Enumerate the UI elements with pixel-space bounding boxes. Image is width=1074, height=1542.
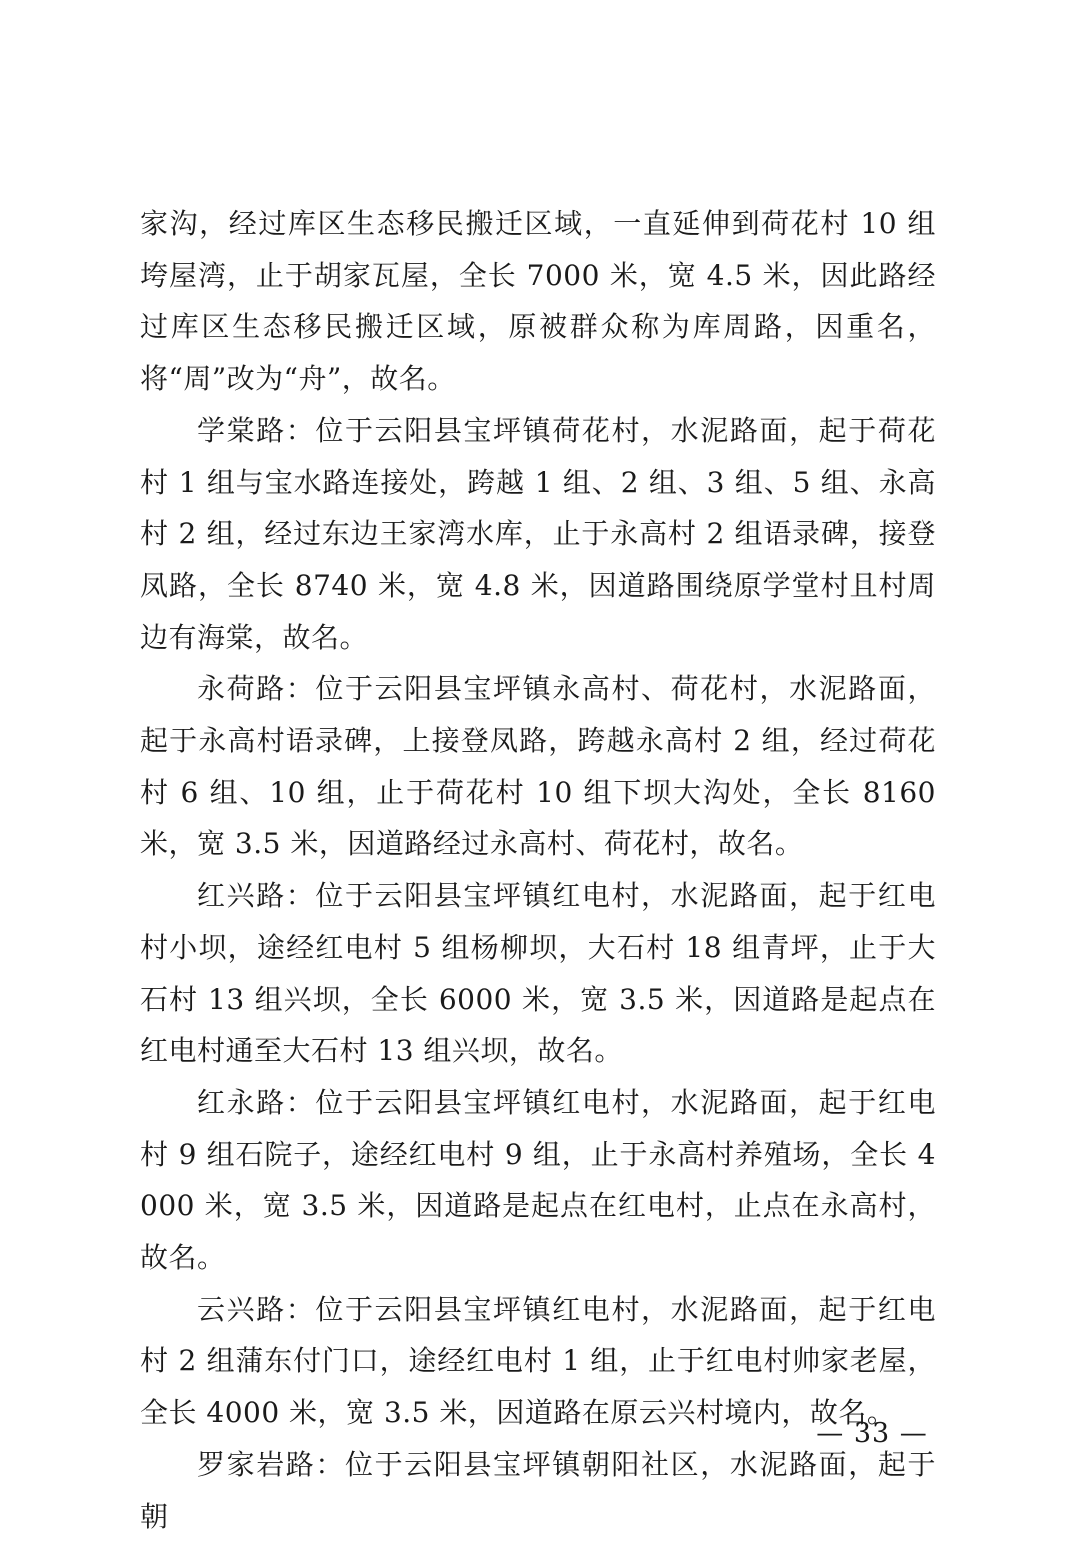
- paragraph-kuzhou-road-continued: 家沟，经过库区生态移民搬迁区域，一直延伸到荷花村 10 组垮屋湾，止于胡家瓦屋，全长 7000 米，宽 4.5 米，因此路经过库区生态移民搬迁区域，原被群众称为库周路，因重名，将“周”改为“舟”，故名。: [140, 207, 936, 396]
- paragraph-xuetang-road: 学棠路：位于云阳县宝坪镇荷花村，水泥路面，起于荷花村 1 组与宝水路连接处，跨越 1 组、2 组、3 组、5 组、永高村 2 组，经过东边王家湾水库，止于永高村 2 组语录碑，接登凤路，全长 8740 米，宽 4.8 米，因道路围绕原学堂村且村周边有海棠，故名。: [140, 413, 936, 654]
- document-body: [140, 198, 936, 1542]
- paragraph-hongxing-road: 红兴路：位于云阳县宝坪镇红电村，水泥路面，起于红电村小坝，途经红电村 5 组杨柳坝，大石村 18 组青坪，止于大石村 13 组兴坝，全长 6000 米，宽 3.5 米，因道路是起点在红电村通至大石村 13 组兴坝，故名。: [140, 879, 936, 1068]
- paragraph-hongyong-road: 红永路：位于云阳县宝坪镇红电村，水泥路面，起于红电村 9 组石院子，途经红电村 9 组，止于永高村养殖场，全长 4000 米，宽 3.5 米，因道路是起点在红电村，止点在永高村，故名。: [140, 1085, 936, 1275]
- paragraph-luojiayan-road: 罗家岩路：位于云阳县宝坪镇朝阳社区，水泥路面，起于朝: [140, 1447, 936, 1533]
- page-number: — 33 —: [816, 1418, 928, 1449]
- paragraph-yonghe-road: 永荷路：位于云阳县宝坪镇永高村、荷花村，水泥路面，起于永高村语录碑，上接登凤路，跨越永高村 2 组，经过荷花村 6 组、10 组，止于荷花村 10 组下坝大沟处，全长 8160 米，宽 3.5 米，因道路经过永高村、荷花村，故名。: [140, 672, 936, 861]
- paragraph-yunxing-road: 云兴路：位于云阳县宝坪镇红电村，水泥路面，起于红电村 2 组蒲东付门口，途经红电村 1 组，止于红电村帅家老屋，全长 4000 米，宽 3.5 米，因道路在原云兴村境内，故名。: [140, 1292, 936, 1430]
